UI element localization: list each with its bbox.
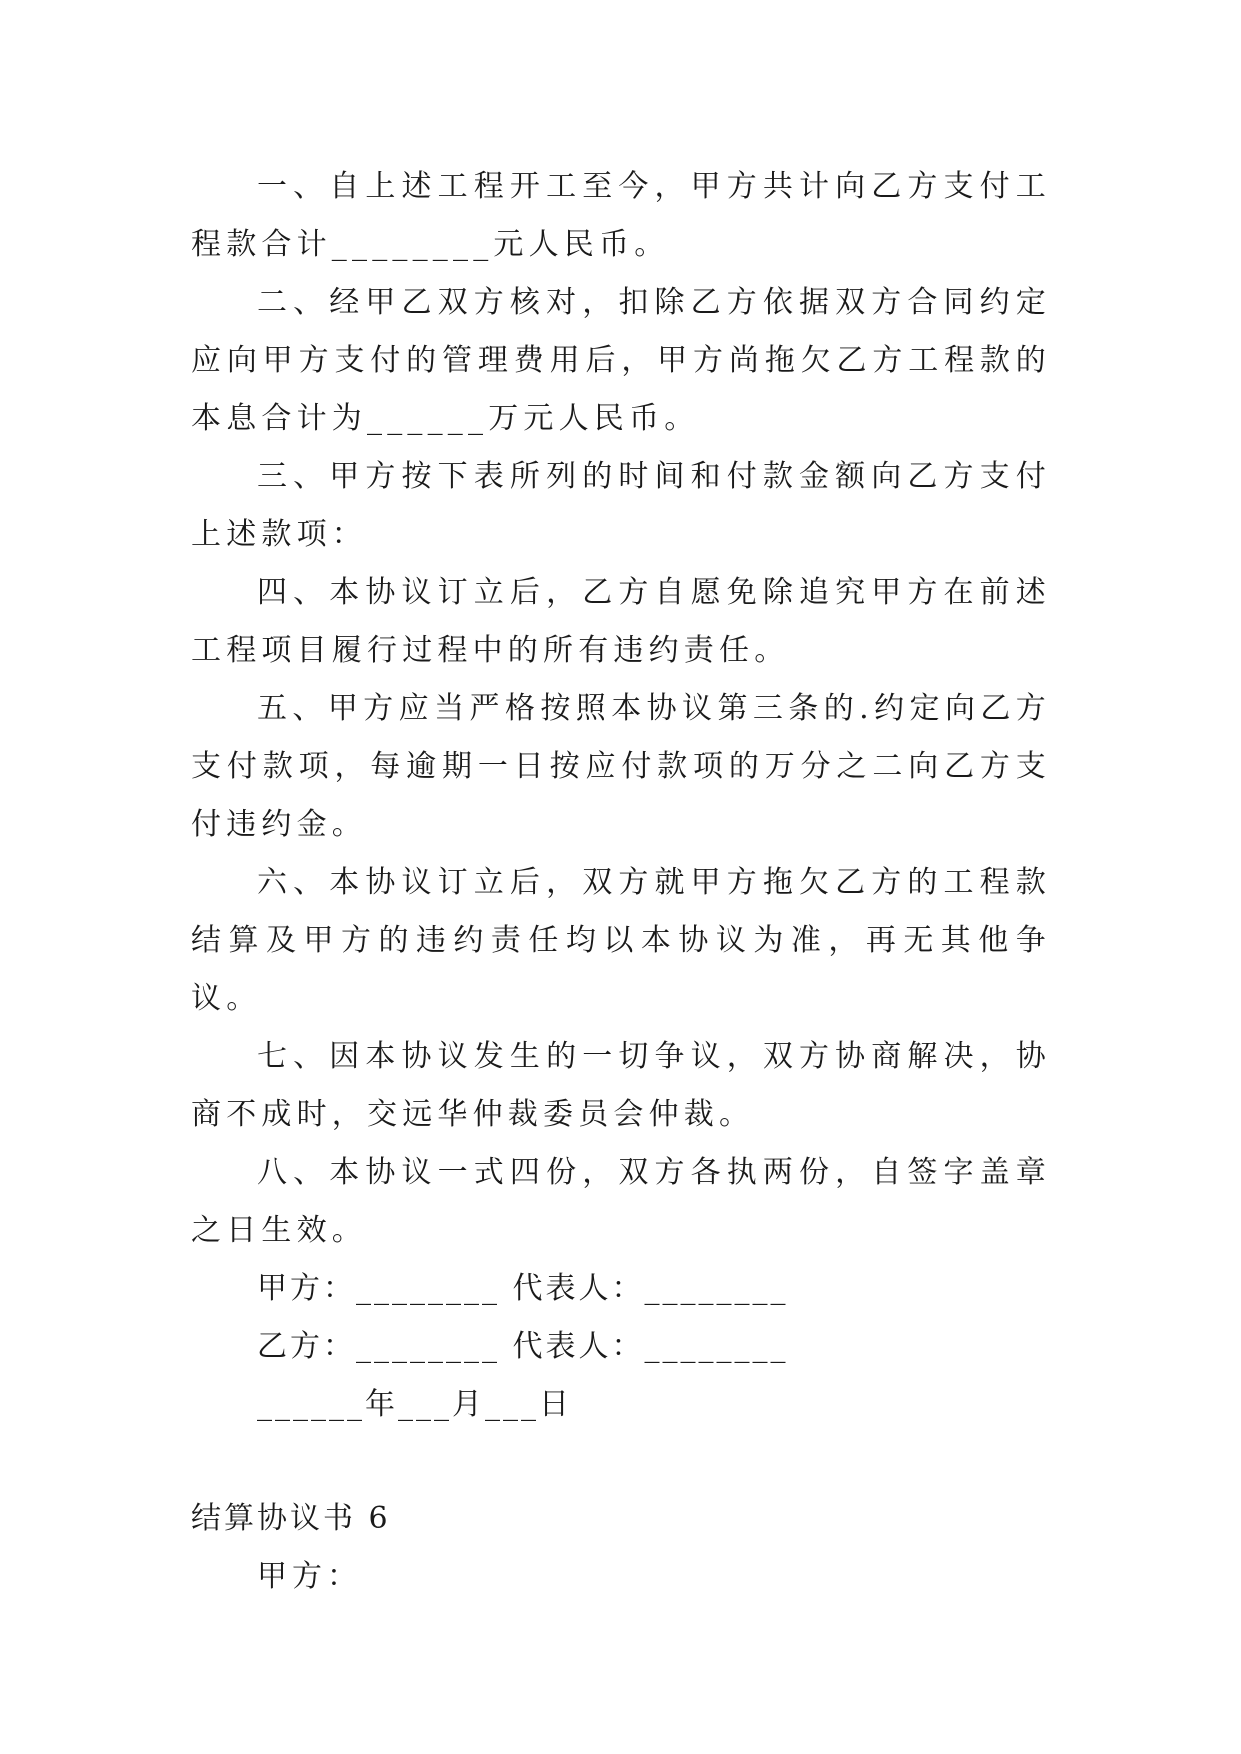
date-line: ______年___月___日 [257,1387,572,1422]
clause-2: 二、经甲乙双方核对，扣除乙方依据双方合同约定应向甲方支付的管理费用后，甲方尚拖欠乙方工程款的本息合计为______万元人民币。 [191,285,1051,436]
party-b-signature-line: 乙方：________ 代表人：________ [257,1329,789,1364]
clause-6: 六、本协议订立后，双方就甲方拖欠乙方的工程款结算及甲方的违约责任均以本协议为准，再无其他争议。 [191,865,1051,1016]
party-a-label: 甲方： [257,1559,362,1594]
document-body [191,158,1051,1606]
clause-1: 一、自上述工程开工至今，甲方共计向乙方支付工程款合计________元人民币。 [191,169,1051,262]
clause-5: 五、甲方应当严格按照本协议第三条的.约定向乙方支付款项，每逾期一日按应付款项的万分之二向乙方支付违约金。 [191,691,1051,842]
section-title: 结算协议书 6 [191,1501,391,1536]
clause-4: 四、本协议订立后，乙方自愿免除追究甲方在前述工程项目履行过程中的所有违约责任。 [191,575,1051,668]
clause-8: 八、本协议一式四份，双方各执两份，自签字盖章之日生效。 [191,1155,1051,1248]
party-a-signature-line: 甲方：________ 代表人：________ [257,1271,789,1306]
section-spacer [191,1434,1051,1490]
clause-3: 三、甲方按下表所列的时间和付款金额向乙方支付上述款项： [191,459,1051,552]
clause-7: 七、因本协议发生的一切争议，双方协商解决，协商不成时，交远华仲裁委员会仲裁。 [191,1039,1051,1132]
